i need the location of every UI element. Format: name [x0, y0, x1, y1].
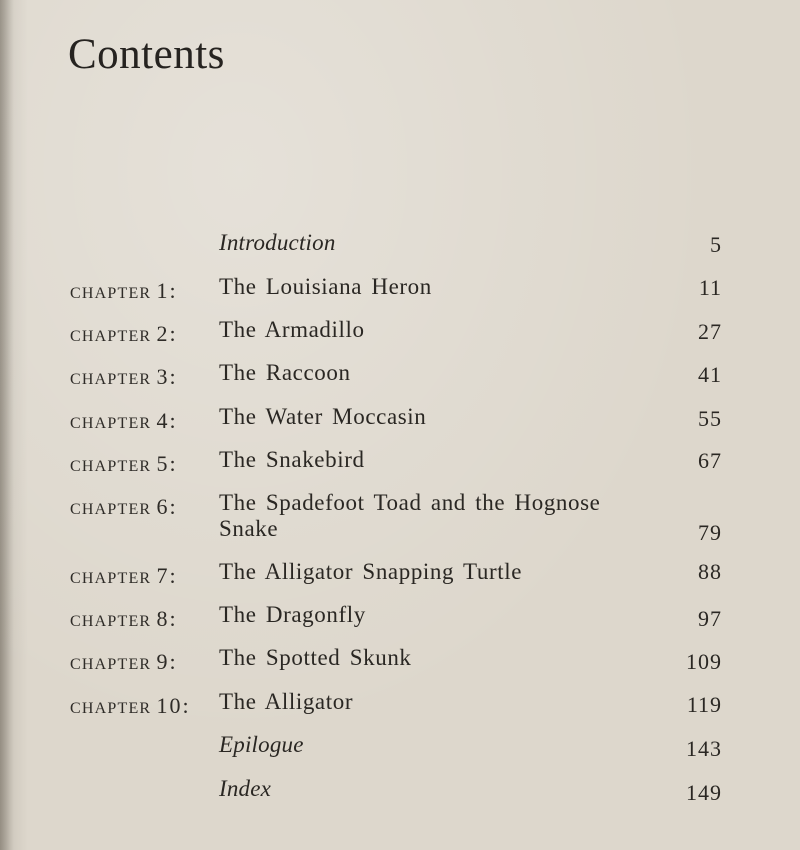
chapter-number: 7: [156, 563, 178, 588]
chapter-word: CHAPTER [70, 328, 152, 345]
chapter-label [70, 321, 178, 347]
entry-title[interactable]: The Spotted Skunk [219, 645, 412, 670]
chapter-word: CHAPTER [70, 570, 152, 587]
page-number: 27 [698, 319, 722, 344]
chapter-number: 3: [156, 364, 178, 389]
entry-title[interactable]: Introduction [219, 230, 336, 255]
page-number: 55 [698, 406, 722, 431]
entry-title[interactable]: Epilogue [219, 732, 304, 757]
page-number: 109 [686, 649, 722, 674]
page-title: Contents [68, 31, 225, 78]
entry-title[interactable]: Index [219, 776, 272, 801]
entry-title[interactable]: The Water Moccasin [219, 404, 427, 429]
chapter-word: CHAPTER [70, 371, 152, 388]
chapter-number: 10: [156, 693, 191, 718]
page-number: 88 [698, 559, 722, 584]
chapter-label [70, 408, 178, 434]
page-number: 67 [698, 448, 722, 473]
chapter-number: 5: [156, 451, 178, 476]
page-number: 79 [698, 520, 722, 545]
page-number: 5 [710, 232, 722, 257]
chapter-label [70, 278, 178, 304]
chapter-number: 2: [156, 321, 178, 346]
chapter-word: CHAPTER [70, 501, 152, 518]
chapter-number: 4: [156, 408, 178, 433]
chapter-number: 6: [156, 494, 178, 519]
chapter-word: CHAPTER [70, 700, 152, 717]
chapter-label [70, 606, 178, 632]
chapter-label [70, 693, 191, 719]
page-number: 149 [686, 780, 722, 805]
page-number: 11 [698, 275, 722, 300]
chapter-label [70, 494, 178, 520]
page-number: 97 [698, 606, 722, 631]
chapter-word: CHAPTER [70, 415, 152, 432]
chapter-word: CHAPTER [70, 458, 152, 475]
chapter-label [70, 563, 178, 589]
chapter-number: 1: [156, 278, 178, 303]
page-number: 41 [698, 362, 722, 387]
chapter-word: CHAPTER [70, 613, 152, 630]
entry-title[interactable]: The Spadefoot Toad and the Hognose Snake [219, 490, 601, 541]
chapter-label [70, 649, 178, 675]
chapter-label [70, 364, 178, 390]
entry-title[interactable]: The Louisiana Heron [219, 274, 432, 299]
chapter-number: 9: [156, 649, 178, 674]
page-number: 119 [686, 692, 722, 717]
chapter-label [70, 451, 178, 477]
entry-title[interactable]: The Raccoon [219, 360, 351, 385]
chapter-number: 8: [156, 606, 178, 631]
entry-title[interactable]: The Alligator [219, 689, 354, 714]
page-number: 143 [686, 736, 722, 761]
entry-title[interactable]: The Dragonfly [219, 602, 366, 627]
chapter-word: CHAPTER [70, 285, 152, 302]
entry-title[interactable]: The Snakebird [219, 447, 365, 472]
entry-title[interactable]: The Alligator Snapping Turtle [219, 559, 523, 584]
entry-title[interactable]: The Armadillo [219, 317, 365, 342]
chapter-word: CHAPTER [70, 656, 152, 673]
